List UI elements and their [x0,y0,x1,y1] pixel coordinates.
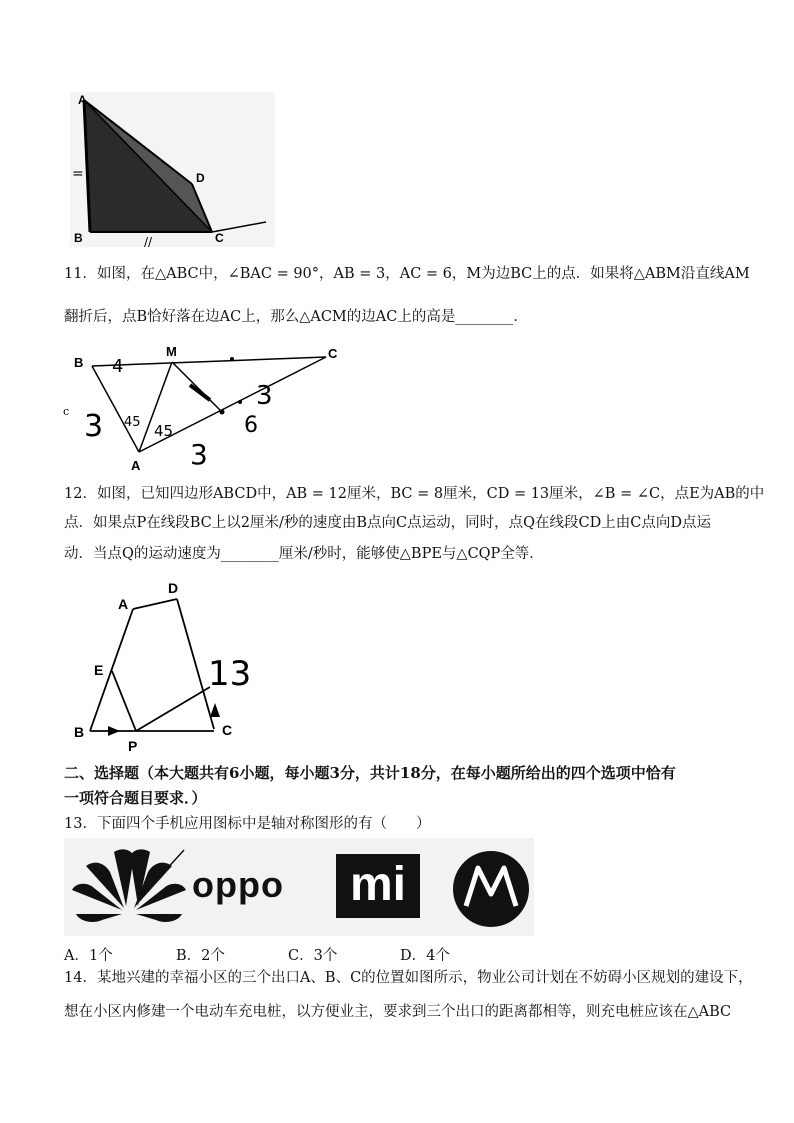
figure-q10 [70,92,275,247]
label-D: D [196,171,205,185]
label-C: C [328,346,338,361]
label-C: C [222,722,233,738]
section-heading-line1: 二、选择题（本大题共有6小题，每小题3分，共计18分，在每小题所给出的四个选项中恰有 [64,764,676,782]
option-c[interactable]: C．3个 [288,948,338,964]
oppo-logo [192,864,284,906]
mi-logo [336,854,420,918]
label-P: P [128,738,138,754]
label-M: M [166,344,177,359]
hand-four: 4 [112,356,124,377]
mi-logo-text: mi [349,858,406,911]
figure-q12 [62,575,262,755]
q11-line1: 11．如图，在△ABC中，∠BAC = 90°，AB = 3，AC = 6，M为边BC上的点．如果将△ABM沿直线AM [64,266,750,282]
label-A: A [78,93,87,107]
q12-line3: 动．当点Q的运动速度为________厘米/秒时，能够使△BPE与△CQP全等． [64,546,544,562]
label-B: B [74,231,83,245]
option-d[interactable]: D．4个 [400,948,450,964]
hand-three-right: 3 [256,381,273,411]
figure-q11 [60,340,350,475]
equal-mark: = [72,166,84,182]
logo-strip [64,838,534,936]
hand-three-left: 3 [84,409,104,444]
label-B: B [74,724,85,740]
label-C: C [215,231,224,245]
q14-line1: 14．某地兴建的幸福小区的三个出口A、B、C的位置如图所示，物业公司计划在不妨碍小区规划的建设下， [64,970,753,986]
hand-thirteen: 13 [208,654,252,694]
section-heading-line2: 一项符合题目要求．） [64,789,207,807]
q14-line2: 想在小区内修建一个电动车充电桩，以方便业主，要求到三个出口的距离都相等，则充电桩应该在△ABC [64,1004,732,1020]
batwing-logo-icon [452,850,530,928]
hand-45-a: 45 [124,415,141,430]
label-A: A [118,596,129,612]
q12-line2: 点．如果点P在线段BC上以2厘米/秒的速度由B点向C点运动，同时，点Q在线段CD上由C点向D点运 [64,515,711,531]
hand-three-bottom: 3 [190,438,208,471]
stray-c: c [63,405,70,418]
label-D: D [168,580,179,596]
label-B: B [74,355,84,370]
option-b[interactable]: B．2个 [176,948,225,964]
fan-logo-icon [68,842,188,928]
tick-mark: // [144,235,153,247]
hand-45-b: 45 [154,422,174,440]
q12-line1: 12．如图，已知四边形ABCD中，AB = 12厘米，BC = 8厘米，CD = 13厘米，∠B = ∠C，点E为AB的中 [64,486,765,502]
q11-line2: 翻折后，点B恰好落在边AC上，那么△ACM的边AC上的高是________． [64,309,528,325]
label-E: E [94,662,104,678]
hand-six: 6 [244,413,258,438]
oppo-logo-text: oppo [192,864,284,905]
q13-stem: 13．下面四个手机应用图标中是轴对称图形的有（ ） [64,816,431,832]
label-A: A [131,458,141,473]
option-a[interactable]: A．1个 [64,948,113,964]
